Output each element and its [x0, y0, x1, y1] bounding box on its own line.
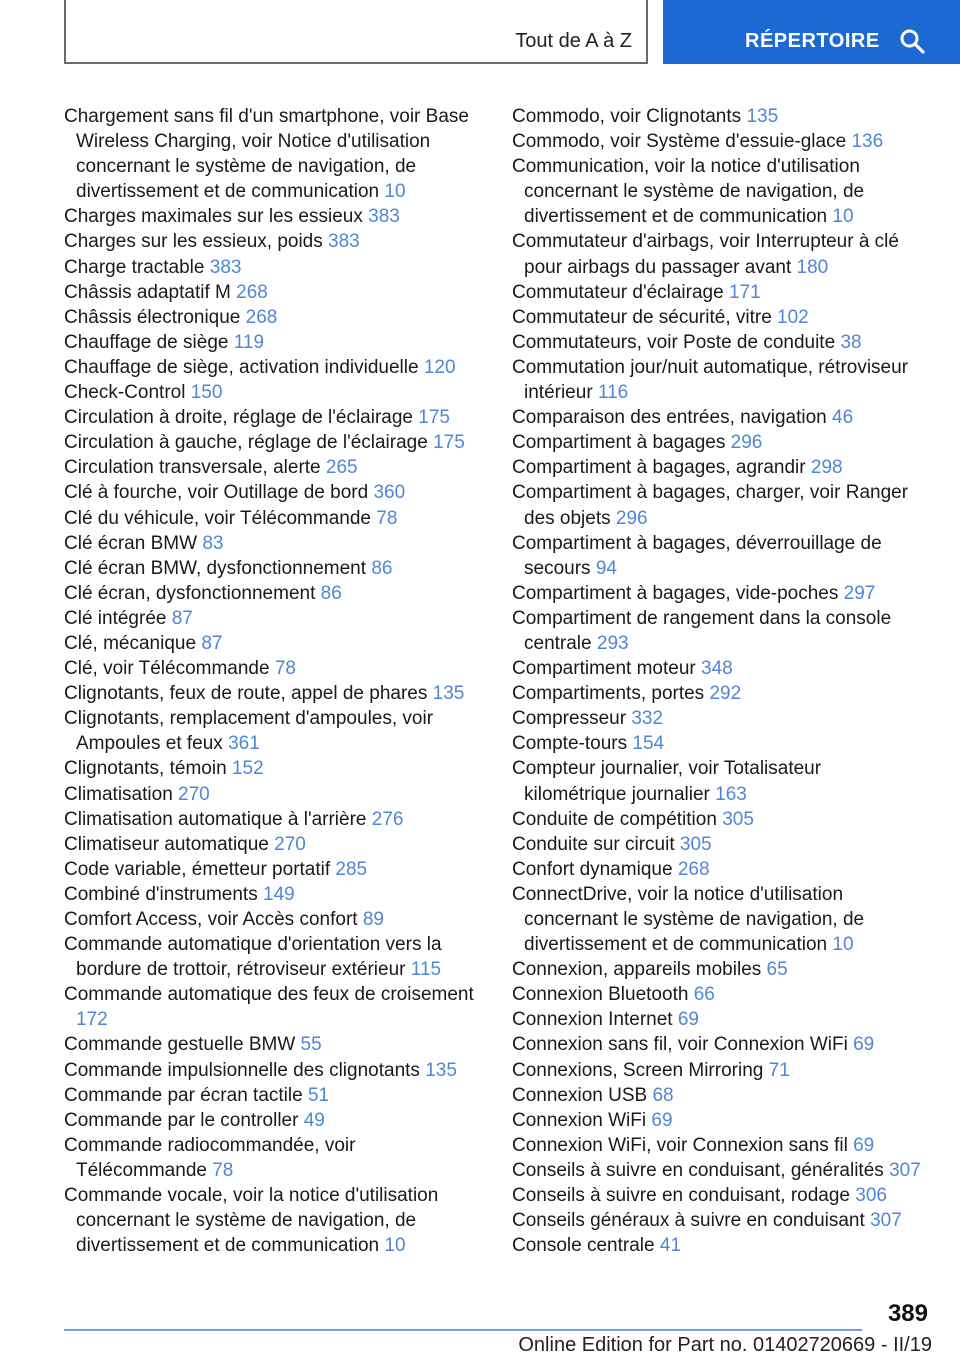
index-entry-term: Châssis électronique [64, 306, 241, 328]
index-entry-term: Clignotants, remplacement d'ampoules, voir Ampoules et feux [64, 708, 434, 755]
index-entry [512, 280, 924, 305]
index-entry-term: Compteur journalier, voir Totalisateur kilométrique journalier [512, 758, 822, 805]
index-entry-term: Charges sur les essieux, poids [64, 231, 323, 253]
index-entry-term: Connexion, appareils mobiles [512, 959, 762, 981]
index-entry-term: Conduite sur circuit [512, 833, 675, 855]
index-entry [512, 882, 924, 957]
index-entry [512, 832, 924, 857]
index-entry [64, 1108, 476, 1133]
index-entry [512, 957, 924, 982]
index-entry-term: Connexion USB [512, 1084, 648, 1106]
index-entry-term: Climatiseur automatique [64, 833, 269, 855]
index-entry [512, 656, 924, 681]
index-page-link[interactable]: 383 [328, 231, 360, 253]
index-page-link[interactable]: 69 [651, 1109, 673, 1131]
index-entry [64, 531, 476, 556]
index-entry-term: Charge tractable [64, 256, 205, 278]
index-page-link[interactable]: 298 [810, 457, 843, 479]
index-page-link[interactable]: 66 [693, 984, 715, 1006]
index-entry-term: Commande impulsionnelle des clignotants [64, 1059, 420, 1081]
index-entry-term: Connexion Bluetooth [512, 984, 689, 1006]
index-page-link[interactable]: 360 [373, 482, 406, 504]
index-entry-term: Compartiment à bagages [512, 432, 726, 454]
index-page-link[interactable]: 49 [303, 1109, 325, 1131]
index-entry [64, 832, 476, 857]
index-entry-term: Commutateur d'éclairage [512, 281, 724, 303]
index-page-link[interactable]: 38 [840, 331, 862, 353]
index-page-link[interactable]: 94 [595, 557, 617, 579]
index-entry-term: ConnectDrive, voir la notice d'utilisation concernant le système de navigation, de divertissement et de communication [512, 883, 865, 956]
index-page-link[interactable]: 172 [76, 1009, 108, 1031]
index-page-link[interactable]: 69 [853, 1034, 875, 1056]
tab-repertoire[interactable] [663, 0, 960, 64]
index-page-link[interactable]: 69 [853, 1134, 875, 1156]
index-entry [512, 1083, 924, 1108]
index-page-link[interactable]: 120 [423, 356, 456, 378]
index-page-link[interactable]: 136 [851, 131, 884, 153]
index-page-link[interactable]: 306 [855, 1185, 887, 1207]
index-entry-term: Combiné d'instruments [64, 883, 258, 905]
index-entry [512, 229, 924, 279]
index-entry [512, 1133, 924, 1158]
index-entry [512, 1158, 924, 1183]
index-page-link[interactable]: 86 [320, 582, 342, 604]
index-entry-term: Commande gestuelle BMW [64, 1034, 296, 1056]
index-entry-term: Compartiment à bagages, déverrouillage de secours [512, 532, 882, 579]
index-page-link[interactable]: 135 [432, 683, 465, 705]
tab-a-to-z[interactable] [64, 0, 648, 64]
index-entry [64, 229, 476, 254]
index-entry-term: Chauffage de siège [64, 331, 229, 353]
index-entry-term: Compartiment à bagages, charger, voir Ranger des objets [512, 482, 909, 529]
index-entry [64, 882, 476, 907]
index-page-link[interactable]: 135 [425, 1059, 457, 1081]
index-entry-term: Connexion WiFi, voir Connexion sans fil [512, 1134, 848, 1156]
index-entry-term: Communication, voir la notice d'utilisation concernant le système de navigation, de divertissement et de communication [512, 156, 865, 228]
index-page-link[interactable]: 69 [677, 1009, 699, 1031]
index-entry-term: Commodo, voir Clignotants [512, 106, 742, 127]
index-entry-term: Charges maximales sur les essieux [64, 206, 363, 228]
index-entry [64, 355, 476, 380]
index-entry [64, 1083, 476, 1108]
index-entry-term: Commutation jour/nuit automatique, rétroviseur intérieur [512, 356, 909, 404]
index-entry-term: Commande par le controller [64, 1109, 299, 1131]
index-page-link[interactable]: 10 [832, 934, 854, 956]
index-entry-term: Circulation à droite, réglage de l'éclairage [64, 407, 413, 429]
index-entry-term: Chargement sans fil d'un smartphone, voir Base Wireless Charging, voir Notice d'utilisation concernant le système de navigation, de divertissement et de communication [64, 106, 469, 203]
index-entry [64, 1032, 476, 1057]
index-entry-term: Console centrale [512, 1235, 655, 1257]
index-entry-term: Clé écran BMW, dysfonctionnement [64, 557, 367, 579]
footer-divider [64, 1329, 862, 1331]
index-page-link[interactable]: 71 [768, 1059, 790, 1081]
index-page-link[interactable]: 383 [209, 256, 242, 278]
tab-repertoire-label: RÉPERTOIRE [745, 30, 880, 52]
index-page-link[interactable]: 163 [715, 783, 747, 805]
index-entry [512, 104, 924, 129]
index-entry-term: Compartiment à bagages, agrandir [512, 457, 806, 479]
index-entry-term: Clé à fourche, voir Outillage de bord [64, 482, 369, 504]
index-entry [64, 706, 476, 756]
index-page-link[interactable]: 152 [231, 758, 264, 780]
index-page-link[interactable]: 307 [889, 1159, 921, 1181]
index-page-link[interactable]: 268 [677, 858, 710, 880]
page-number: 389 [887, 1300, 928, 1327]
index-page-link[interactable]: 86 [371, 557, 393, 579]
index-page-link[interactable]: 116 [597, 382, 629, 404]
index-page-link[interactable]: 296 [615, 507, 648, 529]
index-entry-term: Compte-tours [512, 733, 628, 755]
index-entry [64, 455, 476, 480]
index-page-link[interactable]: 348 [701, 658, 733, 680]
index-entry [64, 581, 476, 606]
index-page-link[interactable]: 270 [274, 833, 306, 855]
index-entry [512, 480, 924, 530]
index-page-link[interactable]: 89 [362, 909, 384, 930]
index-entry [64, 305, 476, 330]
index-page-link[interactable]: 305 [722, 808, 754, 830]
search-icon[interactable] [899, 28, 925, 54]
index-entry [512, 1233, 924, 1258]
index-entry [64, 104, 476, 204]
index-entry [64, 606, 476, 631]
index-entry-term: Commodo, voir Système d'essuie-glace [512, 131, 847, 153]
index-entry [64, 656, 476, 681]
index-entry [512, 982, 924, 1007]
index-entry-term: Commutateur d'airbags, voir Interrupteur à clé pour airbags du passager avant [512, 231, 899, 278]
index-page-link[interactable]: 296 [730, 432, 763, 454]
index-entry-term: Climatisation automatique à l'arrière [64, 808, 367, 830]
index-entry-term: Compartiments, portes [512, 683, 705, 705]
index-entry [512, 1208, 924, 1233]
index-entry [64, 782, 476, 807]
index-entry-term: Chauffage de siège, activation individuelle [64, 356, 419, 378]
index-entry-term: Code variable, émetteur portatif [64, 858, 331, 880]
index-page-link[interactable]: 180 [796, 256, 829, 278]
index-entry-term: Comfort Access, voir Accès confort [64, 909, 358, 930]
index-entry [64, 1183, 476, 1258]
index-page-link[interactable]: 135 [746, 106, 779, 127]
index-entry-term: Compartiment moteur [512, 658, 696, 680]
index-entry [512, 807, 924, 832]
index-entry [512, 1108, 924, 1133]
index-entry [512, 606, 924, 656]
index-entry [64, 907, 476, 932]
index-entry-term: Conduite de compétition [512, 808, 717, 830]
index-page-link[interactable]: 78 [274, 658, 296, 680]
index-entry [64, 204, 476, 229]
edition-footer: Online Edition for Part no. 01402720669 - II/19 [518, 1334, 932, 1356]
index-page-link[interactable]: 87 [171, 607, 193, 629]
index-entry-term: Conseils à suivre en conduisant, rodage [512, 1185, 850, 1207]
index-entry-term: Clé écran, dysfonctionnement [64, 582, 316, 604]
index-entry-term: Check-Control [64, 382, 186, 404]
index-page-link[interactable]: 65 [766, 959, 788, 981]
index-column-right [512, 104, 924, 1258]
index-page-link[interactable]: 41 [659, 1235, 682, 1257]
index-entry-term: Climatisation [64, 783, 173, 805]
index-page-link[interactable]: 78 [376, 507, 398, 529]
index-entry [64, 857, 476, 882]
index-entry [64, 556, 476, 581]
index-page-link[interactable]: 83 [202, 532, 224, 554]
index-page-link[interactable]: 51 [307, 1084, 330, 1106]
index-entry [512, 706, 924, 731]
index-entry-term: Clé du véhicule, voir Télécommande [64, 507, 371, 529]
index-entry-term: Compresseur [512, 708, 627, 730]
index-entry-term: Commande vocale, voir la notice d'utilisation concernant le système de navigation, de divertissement et de communication [64, 1185, 439, 1257]
index-page-link[interactable]: 305 [679, 833, 712, 855]
index-entry-term: Commutateurs, voir Poste de conduite [512, 331, 836, 353]
index-page-link[interactable]: 115 [410, 959, 442, 981]
index-page-link[interactable]: 175 [433, 432, 465, 454]
index-entry-term: Clignotants, témoin [64, 758, 227, 780]
index-entry [64, 631, 476, 656]
index-page-link[interactable]: 307 [870, 1210, 902, 1232]
index-entry [512, 430, 924, 455]
index-entry-term: Connexions, Screen Mirroring [512, 1059, 764, 1081]
index-entry-term: Connexion WiFi [512, 1109, 647, 1131]
index-entry [64, 255, 476, 280]
index-entry-term: Commande automatique des feux de croisement [64, 984, 474, 1006]
index-entry-term: Commande par écran tactile [64, 1084, 303, 1106]
index-page-link[interactable]: 175 [418, 407, 450, 429]
index-entry [512, 756, 924, 806]
index-entry [512, 330, 924, 355]
index-entry-term: Connexion Internet [512, 1009, 673, 1031]
index-entry-term: Commutateur de sécurité, vitre [512, 306, 772, 328]
index-page-link[interactable]: 285 [335, 858, 368, 880]
index-page-link[interactable]: 268 [245, 306, 278, 328]
index-entry [64, 1058, 476, 1083]
index-page-link[interactable]: 270 [178, 783, 210, 805]
index-page-link[interactable]: 102 [777, 306, 809, 328]
index-entry-term: Compartiment à bagages, vide-poches [512, 582, 839, 604]
index-page-link[interactable]: 383 [368, 206, 400, 228]
index-page-link[interactable]: 265 [325, 457, 358, 479]
index-entry [512, 405, 924, 430]
index-entry-term: Commande automatique d'orientation vers la bordure de trottoir, rétroviseur extérieur [64, 934, 442, 981]
index-entry [64, 932, 476, 982]
index-page-link[interactable]: 154 [632, 733, 665, 755]
index-page-link[interactable]: 171 [728, 281, 761, 303]
index-entry [512, 1032, 924, 1057]
index-entry [512, 1183, 924, 1208]
tab-a-to-z-label: Tout de A à Z [515, 30, 632, 52]
index-entry-term: Commande radiocommandée, voir Télécommande [64, 1134, 356, 1181]
index-page-link[interactable]: 361 [228, 733, 260, 755]
index-entry [64, 330, 476, 355]
index-page-link[interactable]: 276 [371, 808, 404, 830]
index-page-link[interactable]: 297 [843, 582, 876, 604]
index-page-link[interactable]: 46 [832, 407, 854, 429]
index-entry [512, 305, 924, 330]
index-entry-term: Clé écran BMW [64, 532, 198, 554]
index-page-link[interactable]: 332 [631, 708, 664, 730]
index-column-left [64, 104, 476, 1258]
index-entry [512, 681, 924, 706]
index-page-link[interactable]: 55 [300, 1034, 322, 1056]
index-entry [64, 506, 476, 531]
index-entry-term: Clignotants, feux de route, appel de phares [64, 683, 428, 705]
index-entry-term: Clé, mécanique [64, 632, 197, 654]
index-entry-term: Circulation à gauche, réglage de l'éclairage [64, 432, 428, 454]
index-page-link[interactable]: 149 [263, 883, 295, 905]
index-entry [512, 129, 924, 154]
index-entry-term: Compartiment de rangement dans la console centrale [512, 607, 892, 654]
index-page-link[interactable]: 68 [652, 1084, 674, 1106]
index-entry-term: Clé, voir Télécommande [64, 658, 270, 680]
index-entry [512, 455, 924, 480]
index-entry [512, 857, 924, 882]
index-entry [64, 756, 476, 781]
index-page-link[interactable]: 87 [201, 632, 223, 654]
index-entry [64, 380, 476, 405]
index-entry [64, 807, 476, 832]
index-page-link[interactable]: 10 [384, 1235, 406, 1257]
index-entry-term: Conseils généraux à suivre en conduisant [512, 1210, 865, 1232]
index-page-link[interactable]: 10 [384, 181, 406, 203]
index-page-link[interactable]: 78 [212, 1159, 234, 1181]
index-entry-term: Clé intégrée [64, 607, 167, 629]
index-entry [512, 1007, 924, 1032]
index-page-link[interactable]: 150 [190, 382, 223, 404]
index-entry [512, 531, 924, 581]
index-page-link[interactable]: 119 [233, 331, 265, 353]
index-entry [64, 405, 476, 430]
index-page-link[interactable]: 292 [709, 683, 742, 705]
index-page-link[interactable]: 268 [236, 281, 268, 303]
index-entry [64, 681, 476, 706]
index-entry [64, 480, 476, 505]
index-entry-term: Confort dynamique [512, 858, 673, 880]
index-entry [512, 154, 924, 229]
index-entry [512, 581, 924, 606]
index-entry-term: Comparaison des entrées, navigation [512, 407, 827, 429]
index-entry [64, 982, 476, 1032]
index-entry [512, 355, 924, 405]
index-entry [64, 280, 476, 305]
index-page-link[interactable]: 10 [832, 206, 854, 228]
index-entry-term: Châssis adaptatif M [64, 281, 231, 303]
index-entry [64, 430, 476, 455]
index-entry [64, 1133, 476, 1183]
index-entry-term: Conseils à suivre en conduisant, généralités [512, 1159, 884, 1181]
index-entry-term: Connexion sans fil, voir Connexion WiFi [512, 1034, 848, 1056]
index-entry [512, 731, 924, 756]
index-entry [512, 1058, 924, 1083]
index-page-link[interactable]: 293 [596, 632, 629, 654]
index-entry-term: Circulation transversale, alerte [64, 457, 321, 479]
